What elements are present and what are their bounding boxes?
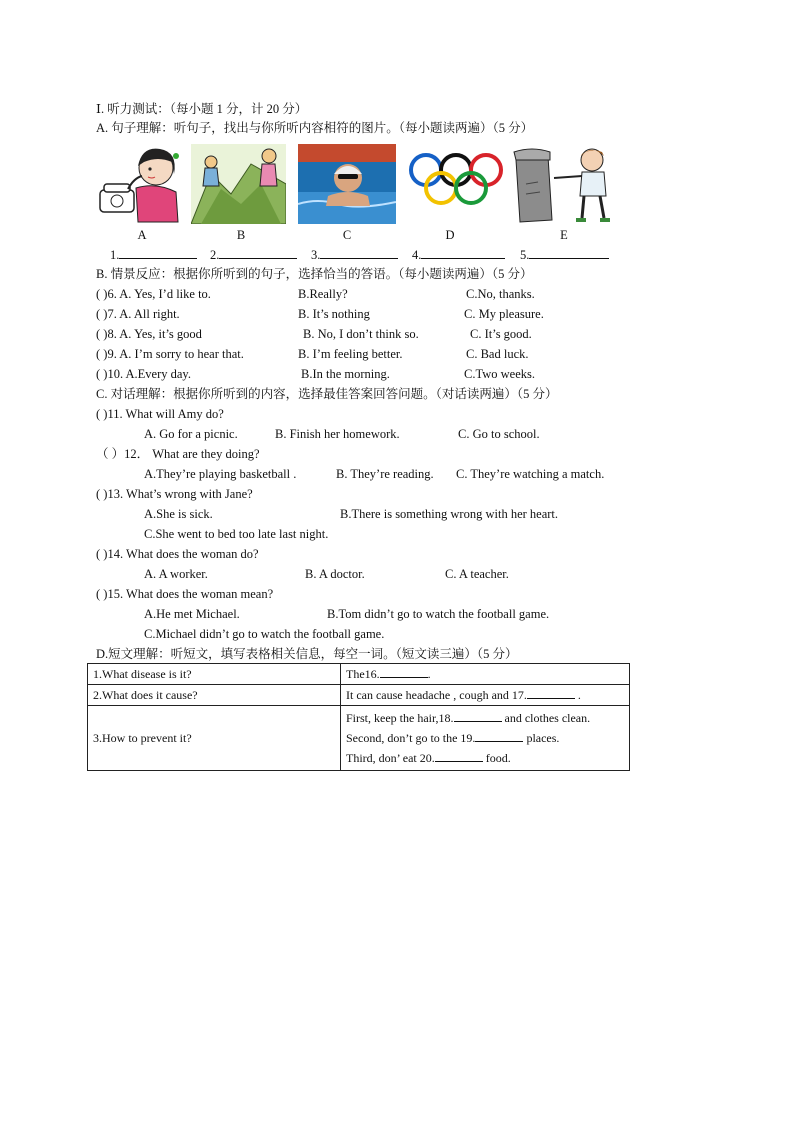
question-13-option-a: A.She is sick.: [144, 507, 213, 521]
table-question-2: 2.What does it cause?: [88, 685, 341, 706]
question-7-option-c: C. My pleasure.: [464, 307, 544, 321]
question-6: ( )6. A. Yes, I’d like to.: [96, 287, 211, 301]
answer-blank-4[interactable]: 4.: [412, 246, 505, 263]
answer-blank-3[interactable]: 3.: [311, 246, 398, 263]
question-15-option-c: C.Michael didn’t go to watch the football game.: [144, 627, 385, 641]
blank-17[interactable]: [527, 687, 575, 699]
boy-trash-bin-icon: [512, 144, 618, 224]
part-c-title: C. 对话理解：根据你所听到的内容，选择最佳答案回答问题。（对话读两遍）（5 分）: [96, 387, 558, 401]
part-d-title: D.短文理解：听短文，填写表格相关信息，每空一词。（短文读三遍）（5 分）: [96, 647, 518, 661]
question-6-option-c: C.No, thanks.: [466, 287, 535, 301]
question-14-option-a: A. A worker.: [144, 567, 208, 581]
question-14: ( )14. What does the woman do?: [96, 547, 259, 561]
question-8-option-c: C. It’s good.: [470, 327, 532, 341]
picture-row: [96, 144, 636, 240]
girl-on-phone-icon: [98, 144, 186, 224]
question-12-option-c: C. They’re watching a match.: [456, 467, 605, 481]
climbing-mountain-icon: [191, 144, 286, 224]
question-9: ( )9. A. I’m sorry to hear that.: [96, 347, 244, 361]
answer-blank-1[interactable]: 1.: [110, 246, 197, 263]
question-13-option-c: C.She went to bed too late last night.: [144, 527, 329, 541]
picture-label-d: D: [445, 228, 455, 242]
question-14-option-b: B. A doctor.: [305, 567, 365, 581]
picture-label-a: A: [137, 228, 147, 242]
question-14-option-c: C. A teacher.: [445, 567, 509, 581]
question-6-option-b: B.Really?: [298, 287, 348, 301]
question-15: ( )15. What does the woman mean?: [96, 587, 274, 601]
question-13-option-b: B.There is something wrong with her heart.: [340, 507, 559, 521]
table-answer-2: It can cause headache , cough and 17. .: [341, 685, 630, 706]
question-12: （ ）12． What are they doing?: [96, 447, 260, 461]
question-12-option-a: A.They’re playing basketball .: [144, 467, 297, 481]
question-15-option-b: B.Tom didn’t go to watch the football game.: [327, 607, 550, 621]
question-15-option-a: A.He met Michael.: [144, 607, 240, 621]
question-8: ( )8. A. Yes, it’s good: [96, 327, 202, 341]
blank-19[interactable]: [475, 730, 523, 742]
picture-label-b: B: [236, 228, 246, 242]
olympic-rings-icon: [408, 144, 504, 224]
answer-blank-5[interactable]: 5.: [520, 246, 609, 263]
part-a-title: A. 句子理解：听句子，找出与你所听内容相符的图片。（每小题读两遍）（5 分）: [96, 121, 534, 135]
question-12-option-b: B. They’re reading.: [336, 467, 434, 481]
question-11-option-a: A. Go for a picnic.: [144, 427, 238, 441]
table-question-1: 1.What disease is it?: [88, 664, 341, 685]
table-row: [88, 664, 630, 685]
question-10-option-b: B.In the morning.: [301, 367, 390, 381]
question-11: ( )11. What will Amy do?: [96, 407, 224, 421]
table-row: [88, 706, 630, 771]
question-10-option-c: C.Two weeks.: [464, 367, 535, 381]
answer-blank-2[interactable]: 2.: [210, 246, 297, 263]
question-11-option-b: B. Finish her homework.: [275, 427, 400, 441]
picture-label-e: E: [560, 228, 568, 242]
table-row: [88, 685, 630, 706]
question-8-option-b: B. No, I don’t think so.: [303, 327, 419, 341]
table-question-3: 3.How to prevent it?: [88, 706, 341, 771]
question-7: ( )7. A. All right.: [96, 307, 180, 321]
blank-20[interactable]: [435, 750, 483, 762]
part-b-title: B. 情景反应：根据你所听到的句子，选择恰当的答语。（每小题读两遍）（5 分）: [96, 267, 533, 281]
picture-label-c: C: [342, 228, 352, 242]
table-answer-1: The16. .: [341, 664, 630, 685]
question-9-option-b: B. I’m feeling better.: [298, 347, 403, 361]
table-answer-3: First, keep the hair,18. and clothes clean. Second, don’t go to the 19. places. Third, don’ eat 20. food.: [341, 706, 630, 771]
question-10: ( )10. A.Every day.: [96, 367, 191, 381]
section-title: Ⅰ. 听力测试：（每小题 1 分，计 20 分）: [96, 102, 308, 116]
blank-18[interactable]: [454, 710, 502, 722]
question-11-option-c: C. Go to school.: [458, 427, 540, 441]
info-table: [87, 663, 630, 771]
swimmer-photo-icon: [298, 144, 396, 224]
blank-16[interactable]: [380, 666, 428, 678]
question-9-option-c: C. Bad luck.: [466, 347, 529, 361]
question-13: ( )13. What’s wrong with Jane?: [96, 487, 253, 501]
question-7-option-b: B. It’s nothing: [298, 307, 370, 321]
